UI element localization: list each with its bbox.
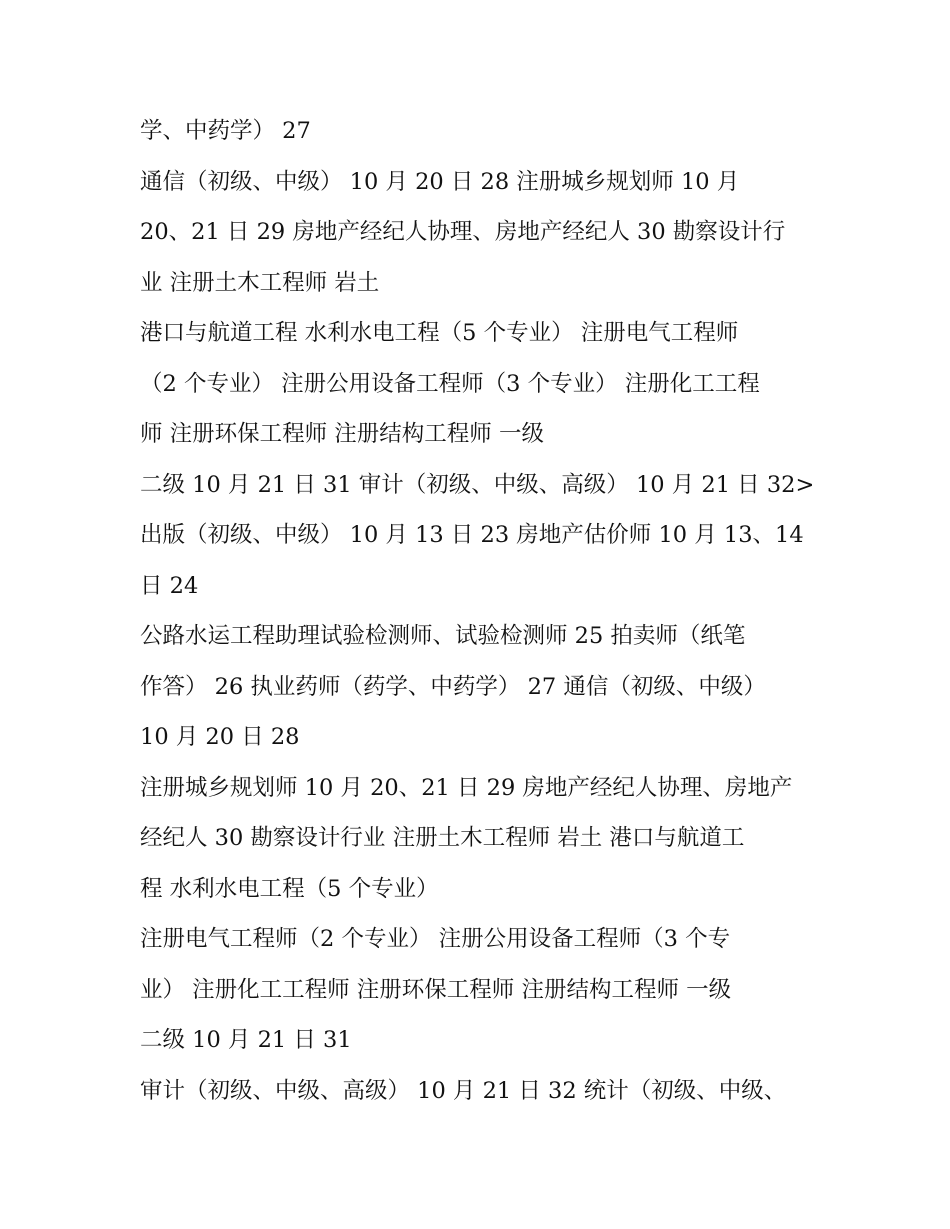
text-line: 注册电气工程师（2 个专业） 注册公用设备工程师（3 个专 xyxy=(140,926,731,952)
text-line: 20、21 日 29 房地产经纪人协理、房地产经纪人 30 勘察设计行 xyxy=(140,219,786,245)
text-line: 日 24 xyxy=(140,572,199,599)
text-line: 二级 10 月 21 日 31 审计（初级、中级、高级） 10 月 21 日 32> xyxy=(140,471,815,498)
text-line: 审计（初级、中级、高级） 10 月 21 日 32 统计（初级、中级、 xyxy=(140,1077,787,1104)
text-line: 作答） 26 执业药师（药学、中药学） 27 通信（初级、中级） xyxy=(140,673,766,700)
text-line: 公路水运工程助理试验检测师、试验检测师 25 拍卖师（纸笔 xyxy=(140,623,746,649)
text-line: 经纪人 30 勘察设计行业 注册土木工程师 岩土 港口与航道工 xyxy=(140,825,745,851)
text-line: 出版（初级、中级） 10 月 13 日 23 房地产估价师 10 月 13、14 xyxy=(140,522,804,548)
text-line: 注册城乡规划师 10 月 20、21 日 29 房地产经纪人协理、房地产 xyxy=(140,774,793,801)
text-line: 10 月 20 日 28 xyxy=(140,724,300,750)
text-line: 师 注册环保工程师 注册结构工程师 一级 xyxy=(140,421,544,447)
document-body xyxy=(140,106,830,1116)
text-line: 业） 注册化工工程师 注册环保工程师 注册结构工程师 一级 xyxy=(140,976,732,1003)
text-line: 通信（初级、中级） 10 月 20 日 28 注册城乡规划师 10 月 xyxy=(140,168,740,195)
text-line: （2 个专业） 注册公用设备工程师（3 个专业） 注册化工工程 xyxy=(140,370,760,397)
text-line: 业 注册土木工程师 岩土 xyxy=(140,269,380,296)
text-line: 学、中药学） 27 xyxy=(140,118,311,144)
text-line: 港口与航道工程 水利水电工程（5 个专业） 注册电气工程师 xyxy=(140,320,739,346)
text-line: 二级 10 月 21 日 31 xyxy=(140,1027,352,1053)
text-line: 程 水利水电工程（5 个专业） xyxy=(140,875,439,902)
